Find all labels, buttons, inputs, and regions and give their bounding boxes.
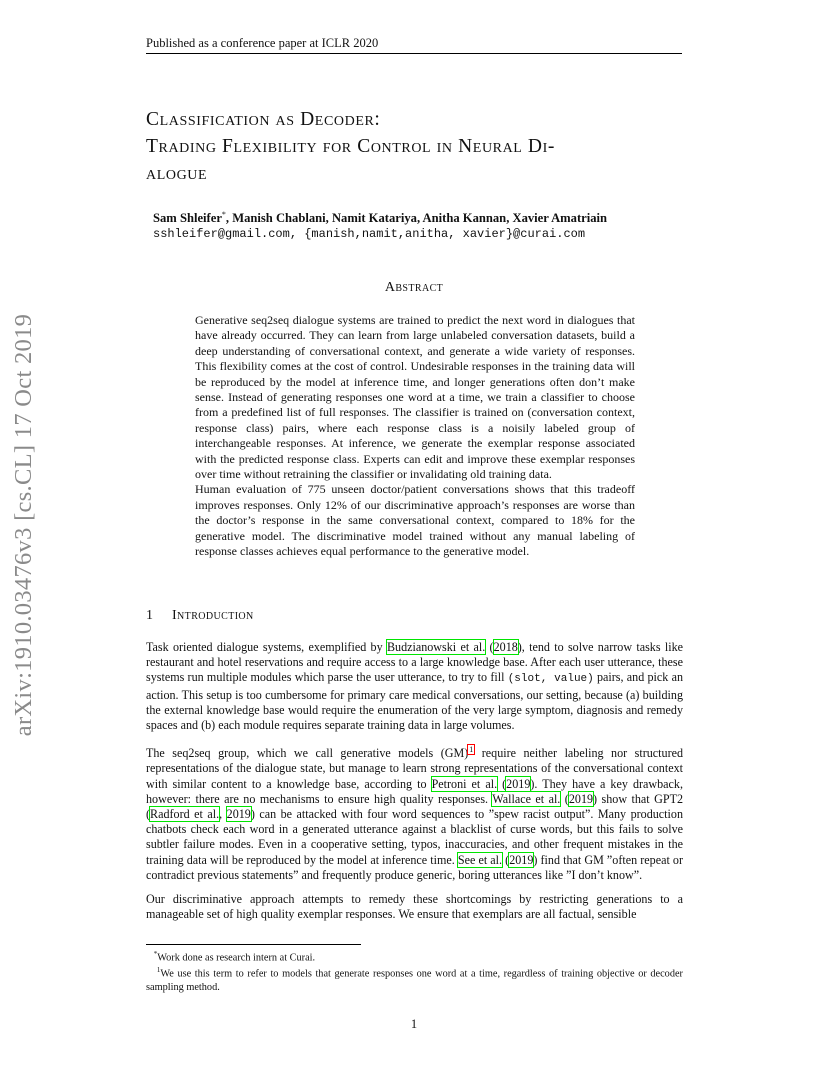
footnote: [146, 964, 683, 993]
abstract-paragraph: Generative seq2seq dialogue systems are trained to predict the next word in dialogues that have already occurred. They can learn from large unlabeled conversation datasets, build a deep understanding of conversational context, and generate a wide variety of responses. This flexibility comes at the cost of control. Undesirable responses in the training data will be reproduced by the model at inference time, and longer generations often don’t make sense. Instead of generating responses one word at a time, we train a classifier to choose from a predefined list of full responses. The classifier is trained on (conversation context, response class) pairs, where each response class is a noisily labeled group of interchangeable responses. At inference, we generate the exemplar response associated with the predicted response class. Experts can edit and improve these exemplar responses over time without retraining the classifier or invalidating old training data.: [195, 313, 635, 482]
body-paragraph: The seq2seq group, which we call generative models (GM)$^1$ require neither labeling nor structured representations of the dialogue state, but manage to learn strong representations of the conversational context with similar content to a knowledge base, according to Petroni et al. (2019). They have a key drawback, however: there are no mechanisms to ensure high quality responses. Wallace et al. (2019) show that GPT2 (Radford et al., 2019) can be attacked with four word sequences to ”spew racist output”. Many production chatbots check each word in a generated utterance against a blacklist of curse words, but this fails to solve subtler failure modes. Even in a cooperative setting, typos, inaccuracies, and other frequent mistakes in the training data will be reproduced by the model at inference time. See et al. (2019) find that GM ”often repeat or contradict previous statements” and frequently produce generic, boring utterances like ”I don’t know”.: [146, 745, 684, 882]
header-rule: [146, 53, 682, 54]
title-line: alogue: [146, 163, 208, 184]
citation-link[interactable]: Petroni et al.: [431, 776, 498, 791]
footnote-mark: *: [153, 950, 158, 958]
author-footnote-mark: *: [221, 210, 226, 219]
citation-link[interactable]: See et al.: [457, 852, 503, 867]
arxiv-stamp: [4, 290, 44, 760]
inline-code: (slot, value): [507, 673, 594, 686]
citation-link[interactable]: Budzianowski et al.: [386, 640, 486, 654]
page-number: 1: [410, 1017, 418, 1031]
section-number: 1: [146, 608, 153, 623]
text-run: ). They have a key drawback, however: there are no mechanisms to ensure high quality responses.: [146, 776, 683, 806]
arxiv-stamp-text: arXiv:1910.03476v3 [cs.CL] 17 Oct 2019: [10, 313, 37, 737]
section-body: [146, 640, 683, 931]
footnote-rule: [146, 944, 361, 945]
citation-year-link[interactable]: 2019: [506, 776, 531, 791]
text-run: show that GPT2 (: [146, 791, 684, 822]
paper-title: [146, 106, 706, 187]
citation-year-link[interactable]: 2018: [493, 640, 518, 654]
citation-link[interactable]: Radford et al.: [150, 807, 220, 822]
text-run: pairs, and pick an action. This setup is too cumbersome for primary care medical conversations, our setting, because (a) building the external knowledge base would require the enumeration of the very large symptom, diagnosis and remedy spaces and (b) each module requires separate training data in large volumes.: [146, 670, 683, 733]
body-paragraph: Our discriminative approach attempts to remedy these shortcomings by restricting generations to a manageable set of high quality exemplar responses. We ensure that exemplars are all factual, sensible: [146, 892, 683, 922]
text-run: require neither labeling nor structured representations of the dialogue state, but manage to learn strong representations of the conversational context with similar content to a knowledge base, according to: [146, 746, 684, 791]
section-heading: [146, 608, 254, 624]
running-header: Published as a conference paper at ICLR 2020: [146, 36, 379, 50]
text-run: ) can be attacked with four word sequences to ”spew racist output”. Many production chatbots check each word in a generated utterance against a blacklist of curse words, but this fails to solve subtler failure modes. Even in a cooperative setting, typos, inaccuracies, and other frequent mistakes in the training data will be reproduced by the model at inference time.: [146, 807, 683, 867]
author-first: Sam Shleifer: [153, 211, 222, 226]
title-line: Trading Flexibility for Control in Neural Di-: [146, 136, 555, 157]
footnote-text: We use this term to refer to models that generate responses one word at a time, regardless of training objective or decoder sampling method.: [146, 968, 683, 993]
footnote: [146, 948, 683, 964]
text-run: find that GM ”often repeat or contradict previous statements” and frequently produce generic, boring utterances like ”I don’t know”.: [146, 852, 683, 882]
author-list: [153, 210, 607, 226]
footnote-text: Work done as research intern at Curai.: [157, 952, 316, 964]
section-title: Introduction: [172, 608, 254, 623]
footnotes: [146, 948, 683, 994]
abstract: [195, 313, 635, 560]
abstract-paragraph: Human evaluation of 775 unseen doctor/patient conversations shows that this tradeoff improves responses. Only 12% of our discriminative approach’s responses are worse than the doctor’s response in the same conversational context, compared to 18% for the generative model. The discriminative model trained without any manual labeling of response classes achieves equal performance to the generative model.: [195, 482, 635, 559]
text-run: ), tend to solve narrow tasks like restaurant and hotel reservations and require access to a large knowledge base. After each user utterance, these systems run multiple modules which parse the user utterance, to try to fill: [146, 640, 683, 685]
footnote-link[interactable]: 1: [469, 745, 474, 755]
body-paragraph: Task oriented dialogue systems, exemplified by Budzianowski et al. (2018), tend to solve narrow tasks like restaurant and hotel reservations and require access to a large knowledge base. After each user utterance, these systems run multiple modules which parse the user utterance, to try to fill (slot, value) pairs, and pick an action. This setup is too cumbersome for primary care medical conversations, our setting, because (a) building the external knowledge base would require the enumeration of the very large symptom, diagnosis and remedy spaces and (b) each module requires separate training data in large volumes.: [146, 640, 683, 733]
text-run: Task oriented dialogue systems, exemplified by: [146, 640, 387, 654]
citation-year-link[interactable]: 2019: [509, 852, 534, 867]
author-emails: sshleifer@gmail.com, {manish,namit,anitha, xavier}@curai.com: [153, 227, 586, 241]
author-rest: , Manish Chablani, Namit Katariya, Anitha Kannan, Xavier Amatriain: [225, 211, 608, 226]
abstract-heading: Abstract: [384, 280, 444, 295]
citation-year-link[interactable]: 2019: [226, 807, 251, 822]
footnote-mark: 1: [156, 966, 161, 975]
citation-link[interactable]: Wallace et al.: [492, 791, 561, 806]
citation-year-link[interactable]: 2019: [568, 791, 594, 806]
text-run: The seq2seq group, which we call generative models (GM): [146, 746, 469, 761]
title-line: Classification as Decoder:: [146, 109, 381, 130]
